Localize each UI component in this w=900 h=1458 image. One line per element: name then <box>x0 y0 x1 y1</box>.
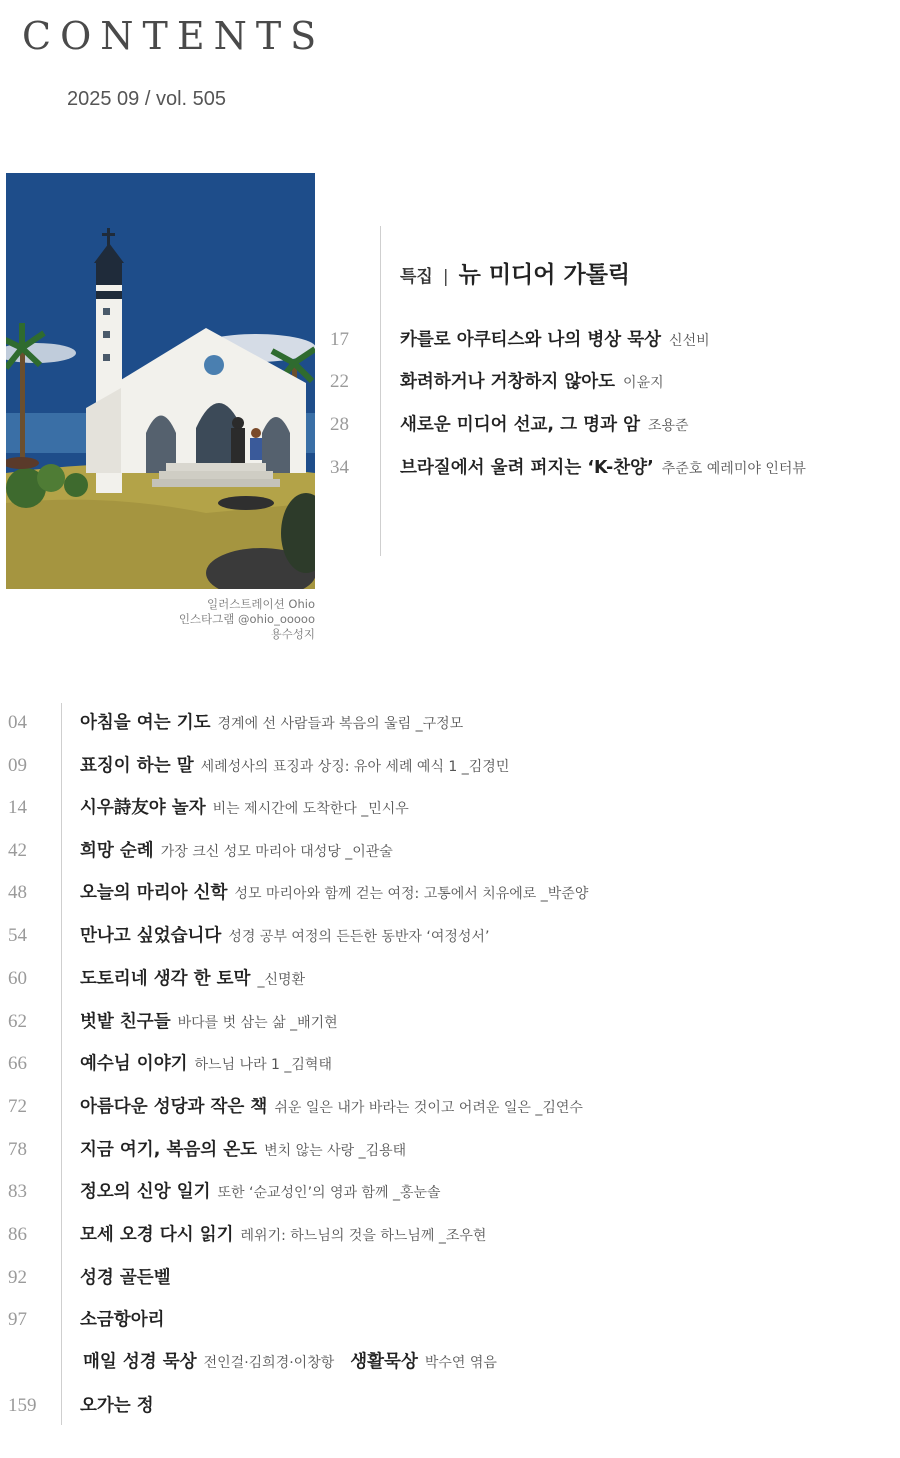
toc-item[interactable] <box>8 965 305 990</box>
page-number: 28 <box>330 414 349 435</box>
article-title: 화려하거나 거창하지 않아도 <box>400 372 616 392</box>
article-author: 조용준 <box>647 418 689 434</box>
section-title: 모세 오경 다시 읽기 <box>80 1225 234 1245</box>
article-author: 추준호 예레미야 인터뷰 <box>661 461 806 477</box>
page-number: 34 <box>330 457 349 478</box>
page-number: 09 <box>8 755 27 776</box>
page-number: 17 <box>330 329 349 350</box>
toc-item[interactable] <box>8 1008 338 1033</box>
section-subtitle: 쉬운 일은 내가 바라는 것이고 어려운 일은 _김연수 <box>274 1100 583 1116</box>
toc-item[interactable] <box>8 1178 441 1203</box>
article-author: 신선비 <box>669 333 710 349</box>
feature-label: 특집 <box>400 267 433 287</box>
section-title: 성경 골든벨 <box>80 1268 171 1288</box>
page-number: 42 <box>8 840 27 861</box>
page-number: 54 <box>8 925 27 946</box>
section-subtitle: 성경 공부 여정의 든든한 동반자 ‘여정성서’ <box>228 929 490 945</box>
section-title: 소금항아리 <box>80 1310 165 1330</box>
section-subtitle: 전인걸·김희경·이창항 <box>203 1355 335 1371</box>
toc-item[interactable] <box>8 1221 486 1246</box>
section-subtitle: 세례성사의 표징과 상징: 유아 세례 예식 1 _김경민 <box>200 759 510 775</box>
toc-item[interactable] <box>8 922 489 947</box>
page-number: 04 <box>8 712 27 733</box>
toc-item[interactable] <box>8 794 409 819</box>
feature-item[interactable] <box>330 411 689 436</box>
page-number: 83 <box>8 1181 27 1202</box>
article-title: 카를로 아쿠티스와 나의 병상 묵상 <box>400 330 662 350</box>
page-number: 66 <box>8 1053 27 1074</box>
section-subtitle: 비는 제시간에 도착한다 _민시우 <box>212 801 409 817</box>
page-number: 92 <box>8 1267 27 1288</box>
section-title: 표징이 하는 말 <box>80 756 194 776</box>
feature-separator: | <box>442 267 449 287</box>
page-number: 14 <box>8 797 27 818</box>
toc-item[interactable] <box>8 752 509 777</box>
toc-item[interactable] <box>8 837 393 862</box>
issue-info: 2025 09 / vol. 505 <box>67 88 227 110</box>
toc-item[interactable] <box>8 1093 583 1118</box>
section-subtitle: 가장 크신 성모 마리아 대성당 _이관술 <box>160 844 393 860</box>
feature-item[interactable] <box>330 368 664 393</box>
section-title: 지금 여기, 복음의 온도 <box>80 1140 258 1160</box>
toc-item[interactable] <box>8 879 588 904</box>
section-title[interactable]: 매일 성경 묵상 <box>83 1352 197 1372</box>
section-subtitle: _신명환 <box>257 972 306 988</box>
section-title: 예수님 이야기 <box>80 1054 188 1074</box>
section-subtitle: 성모 마리아와 함께 걷는 여정: 고통에서 치유에로 _박준양 <box>234 886 589 902</box>
toc-item[interactable] <box>8 1136 406 1161</box>
section-title: 시우詩友야 놀자 <box>80 798 206 818</box>
feature-heading <box>400 256 630 289</box>
article-author: 이윤지 <box>623 375 664 391</box>
cover-illustration <box>6 173 315 589</box>
section-title: 정오의 신앙 일기 <box>80 1182 211 1202</box>
feature-item[interactable] <box>330 454 806 479</box>
credit-instagram: 인스타그램 @ohio_ooooo <box>178 612 315 626</box>
page-number: 60 <box>8 968 27 989</box>
section-subtitle: 레위기: 하느님의 것을 하느님께 _조우현 <box>240 1228 487 1244</box>
section-subtitle: 박수연 엮음 <box>424 1355 497 1371</box>
section-title: 아름다운 성당과 작은 책 <box>80 1097 268 1117</box>
section-title[interactable]: 생활묵상 <box>350 1352 418 1372</box>
section-subtitle: 변치 않는 사랑 _김용태 <box>264 1143 407 1159</box>
feature-item[interactable] <box>330 326 710 351</box>
page-number: 62 <box>8 1011 27 1032</box>
page-number: 86 <box>8 1224 27 1245</box>
section-title: 만나고 싶었습니다 <box>80 926 222 946</box>
credit-location: 용수성지 <box>270 627 315 641</box>
contents-heading: CONTENTS <box>22 14 326 58</box>
toc-item[interactable] <box>8 1264 171 1289</box>
credit-illustrator: 일러스트레이션 Ohio <box>207 597 315 611</box>
toc-item[interactable] <box>8 1392 154 1417</box>
page-number: 97 <box>8 1309 27 1330</box>
page-number: 72 <box>8 1096 27 1117</box>
section-subtitle: 또한 ‘순교성인’의 영과 함께 _홍눈솔 <box>217 1185 441 1201</box>
page-number: 159 <box>8 1395 37 1416</box>
section-title: 아침을 여는 기도 <box>80 713 211 733</box>
article-title: 새로운 미디어 선교, 그 명과 암 <box>400 415 640 435</box>
section-title: 도토리네 생각 한 토막 <box>80 969 251 989</box>
section-subtitle: 경계에 선 사람들과 복음의 울림 _구정모 <box>217 716 464 732</box>
section-subtitle: 하느님 나라 1 _김혁태 <box>194 1057 332 1073</box>
article-title: 브라질에서 울려 퍼지는 ‘K-찬양’ <box>400 458 654 478</box>
toc-item[interactable] <box>8 1050 332 1075</box>
toc-item[interactable] <box>8 1306 165 1331</box>
page-number: 78 <box>8 1139 27 1160</box>
section-title: 오늘의 마리아 신학 <box>80 883 228 903</box>
sub-items-row <box>83 1348 513 1373</box>
page-number: 22 <box>330 371 349 392</box>
section-subtitle: 바다를 벗 삼는 삶 _배기현 <box>177 1015 338 1031</box>
section-title: 벗밭 친구들 <box>80 1012 171 1032</box>
section-title: 희망 순례 <box>80 841 154 861</box>
toc-item[interactable] <box>8 709 463 734</box>
cover-credits <box>6 597 315 642</box>
section-title: 오가는 정 <box>80 1396 154 1416</box>
page-number: 48 <box>8 882 27 903</box>
feature-title: 뉴 미디어 가톨릭 <box>458 262 631 288</box>
